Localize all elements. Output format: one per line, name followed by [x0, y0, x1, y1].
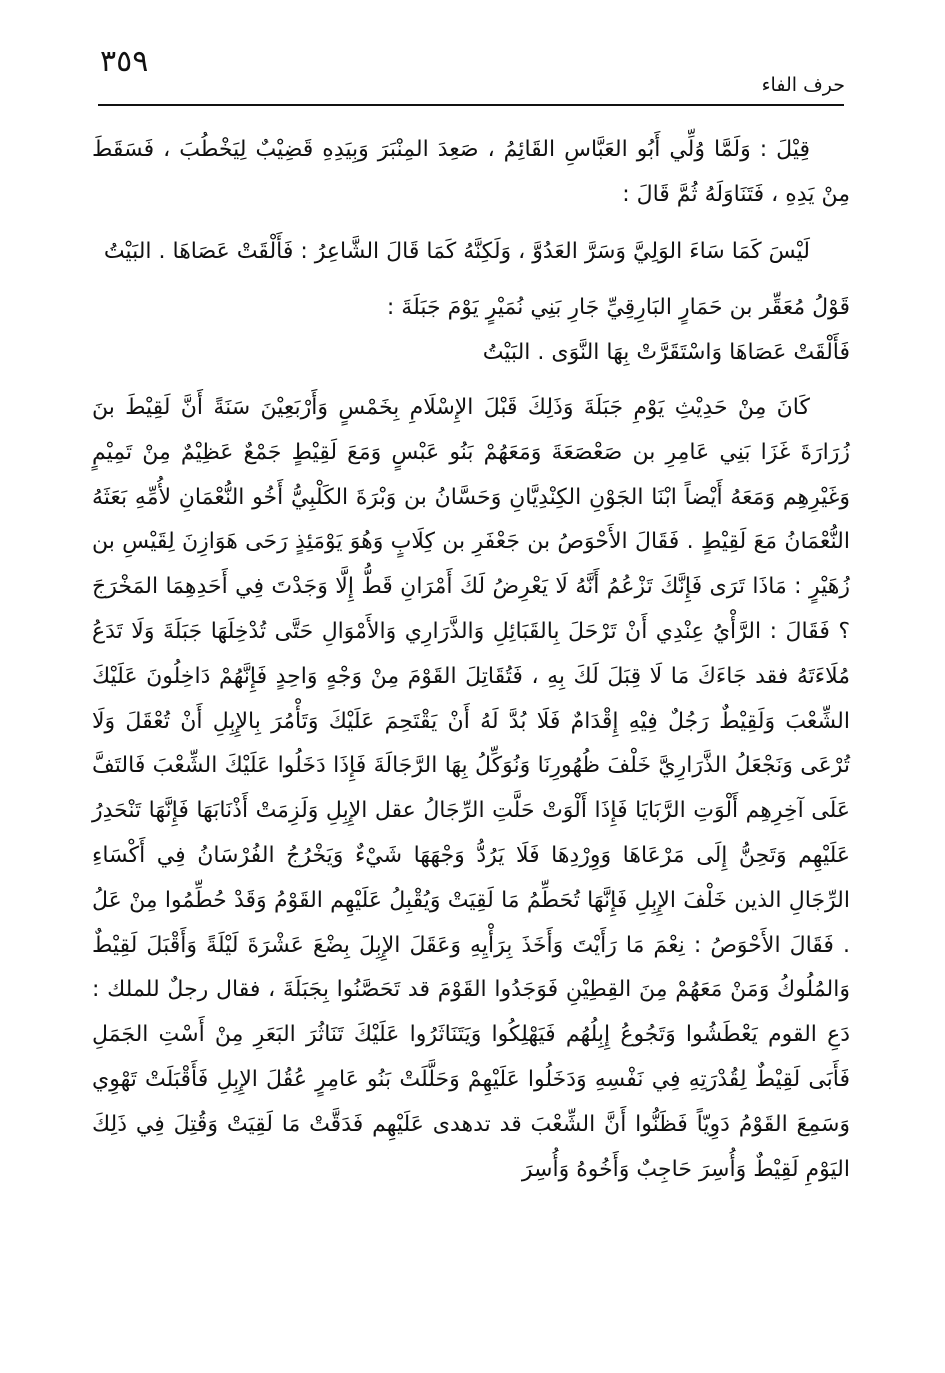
header-divider: [98, 104, 844, 106]
page-body: [92, 128, 850, 1192]
paragraph-poet-attribution: قَوْلُ مُعَقِّر بن حَمَارٍ البَارِقِيِّ جَارِ بَنِي نُمَيْرٍ يَوْمَ جَبَلَةَ :: [386, 295, 850, 321]
paragraph-day-of-jabala: كَانَ مِنْ حَدِيْثِ يَوْمِ جَبَلَةَ وَذَلِكَ قَبْلَ الإِسْلَامِ بِخَمْسٍ وَأَرْبَعِيْنَ سَنَةً أَنَّ لَقِيْطَ بنَ زُرَارَةَ غَزَا بَنِي عَامِرِ بن صَعْصَعَةَ وَمَعَهُمْ بَنُو عَبْسٍ وَمَعَ لَقِيْطٍ جَمْعٌ عَظِيْمٌ مِنْ تَمِيْمٍ وَغَيْرِهِم وَمَعَهُ أَيْضاً ابْنَا الجَوْنِ الكِنْدِيَّانِ وَحَسَّانُ بن وَبْرَةَ الكَلْبِيُّ أَخُو النُّعْمَانِ لأُمِّهِ بَعَثَهُ النُّعْمَانُ مَعَ لَقِيْطٍ . فَقَالَ الأَحْوَصُ بن جَعْفَرِ بن كِلَابٍ وَهُوَ يَوْمَئِذٍ رَحَى هَوَازِنَ لِقَيْسِ بن زُهَيْرٍ : مَاذَا تَرَى فَإِنَّكَ تَزْعُمُ أَنَّهُ لَا يَعْرِضُ لَكَ أَمْرَانِ قَطُّ إِلَّا وَجَدْتَ فِي أَحَدِهِمَا المَخْرَجَ ؟ فَقَالَ : الرَّأْيُ عِنْدِي أَنْ تَرْحَلَ بِالقَبَائِلِ وَالذَّرَارِي وَالأَمْوَالِ حَتَّى تُدْخِلَهَا جَبَلَةَ وَلَا تَدَعُ مُلَاءَتَهُ فقد جَاءَكَ مَا لَا قِبَلَ لَكَ بِهِ ، فَتُقَاتِلَ القَوْمَ مِنْ وَجْهٍ وَاحِدٍ فَإِنَّهُمْ دَاخِلُونَ عَلَيْكَ الشِّعْبَ وَلَقِيْطٌ رَجُلٌ فِيْهِ إِقْدَامٌ فَلَا بُدَّ لَهُ أَنْ يَقْتَحِمَ عَلَيْكَ وَتَأْمُرَ بِالإِبِلِ أَنْ تُعْقَلَ وَلَا تُرْعَى وَنَجْعَلُ الذَّرَارِيَّ خَلْفَ ظُهُورِنَا وَنُوَكِّلُ بِهَا الرَّجَالَةَ فَإِذَا دَخَلُوا عَلَيْكَ الشِّعْبَ فَالتَفَّ عَلَى آخِرِهِم أَلْوَتِ الرَّبَايَا فَإِذَا أَلْوَتْ حَلَّتِ الرِّجَالُ عقل الإِبِلِ وَلَزِمَتْ أَذْنَابَهَا فَإِنَّهَا تَنْحَدِرُ عَلَيْهِم وَتَحِنُّ إِلَى مَرْعَاهَا وَوِرْدِهَا فَلَا يَرُدُّ وَجْهَهَا شَيْءٌ وَيَخْرُجُ الفُرْسَانُ فِي أَكْسَاءِ الرِّجَالِ الذين خَلْفَ الإِبِلِ فَإِنَّهَا تُحَطِّمُ مَا لَقِيَتْ وَيُقْبِلُ عَلَيْهِم القَوْمُ وَقَدْ حُطِّمُوا مِنْ عَلُ . فَقَالَ الأَحْوَصُ : نِعْمَ مَا رَأَيْتَ وَأَخَذَ بِرَأْيِهِ وَعَقَلَ الإِبِلَ بِضْعَ عَشْرَةَ لَيْلَةً وَأَقْبَلَ لَقِيْطٌ وَالمُلُوكُ وَمَنْ مَعَهُمْ مِنَ القِطِيْنِ فَوَجَدُوا القَوْمَ قد تَحَصَّنُوا بِجَبَلَةَ ، فقال رجلٌ للملك : دَعِ القوم يَعْطَشُوا وَتَجُوعُ إِبِلُهُم فَيَهْلِكُوا وَيَتَنَاثَرُوا عَلَيْكَ تَنَاثُرَ البَعَرِ مِنْ أَسْتِ الجَمَلِ فَأَبَى لَقِيْطٌ لِقُدْرَتِهِ فِي نَفْسِهِ وَدَخَلُوا عَلَيْهِمْ وَحَلَّلَتْ بَنُو عَامِرٍ عُقُلَ الإِبِلِ فَأَقْبَلَتْ تَهْوِي وَسَمِعَ القَوْمُ دَوِيّاً فَظَنُّوا أَنَّ الشِّعْبَ قد تدهدى عَلَيْهِم فَدَقَّتْ مَا لَقِيَتْ وَقُتِلَ فِي ذَلِكَ اليَوْمِ لَقِيْطٌ وَأُسِرَ حَاجِبٌ وَأَخُوهُ وَأُسِرَ: [92, 394, 850, 1182]
page-number: ٣٥٩: [100, 44, 149, 79]
running-header: حرف الفاء: [761, 74, 845, 96]
paragraph-caliph-speech: لَيْسَ كَمَا سَاءَ الوَلِيَّ وَسَرَّ العَدُوَّ ، وَلَكِنَّهُ كَمَا قَالَ الشَّاعِرُ : فَأَلْقَتْ عَصَاهَا . البَيْتُ: [103, 238, 810, 264]
verse-line: فَأَلْقَتْ عَصَاهَا وَاسْتَقَرَّتْ بِهَا النَّوَى . البَيْتُ: [482, 340, 850, 366]
paragraph-caliph-anecdote: قِيْلَ : وَلَمَّا وُلِّي أَبُو العَبَّاسِ القَائِمُ ، صَعِدَ المِنْبَرَ وَبِيَدِهِ قَضِيْبٌ لِيَخْطُبَ ، فَسَقَطَ مِنْ يَدِهِ ، فَتَنَاوَلَهُ ثُمَّ قَالَ :: [92, 137, 850, 207]
